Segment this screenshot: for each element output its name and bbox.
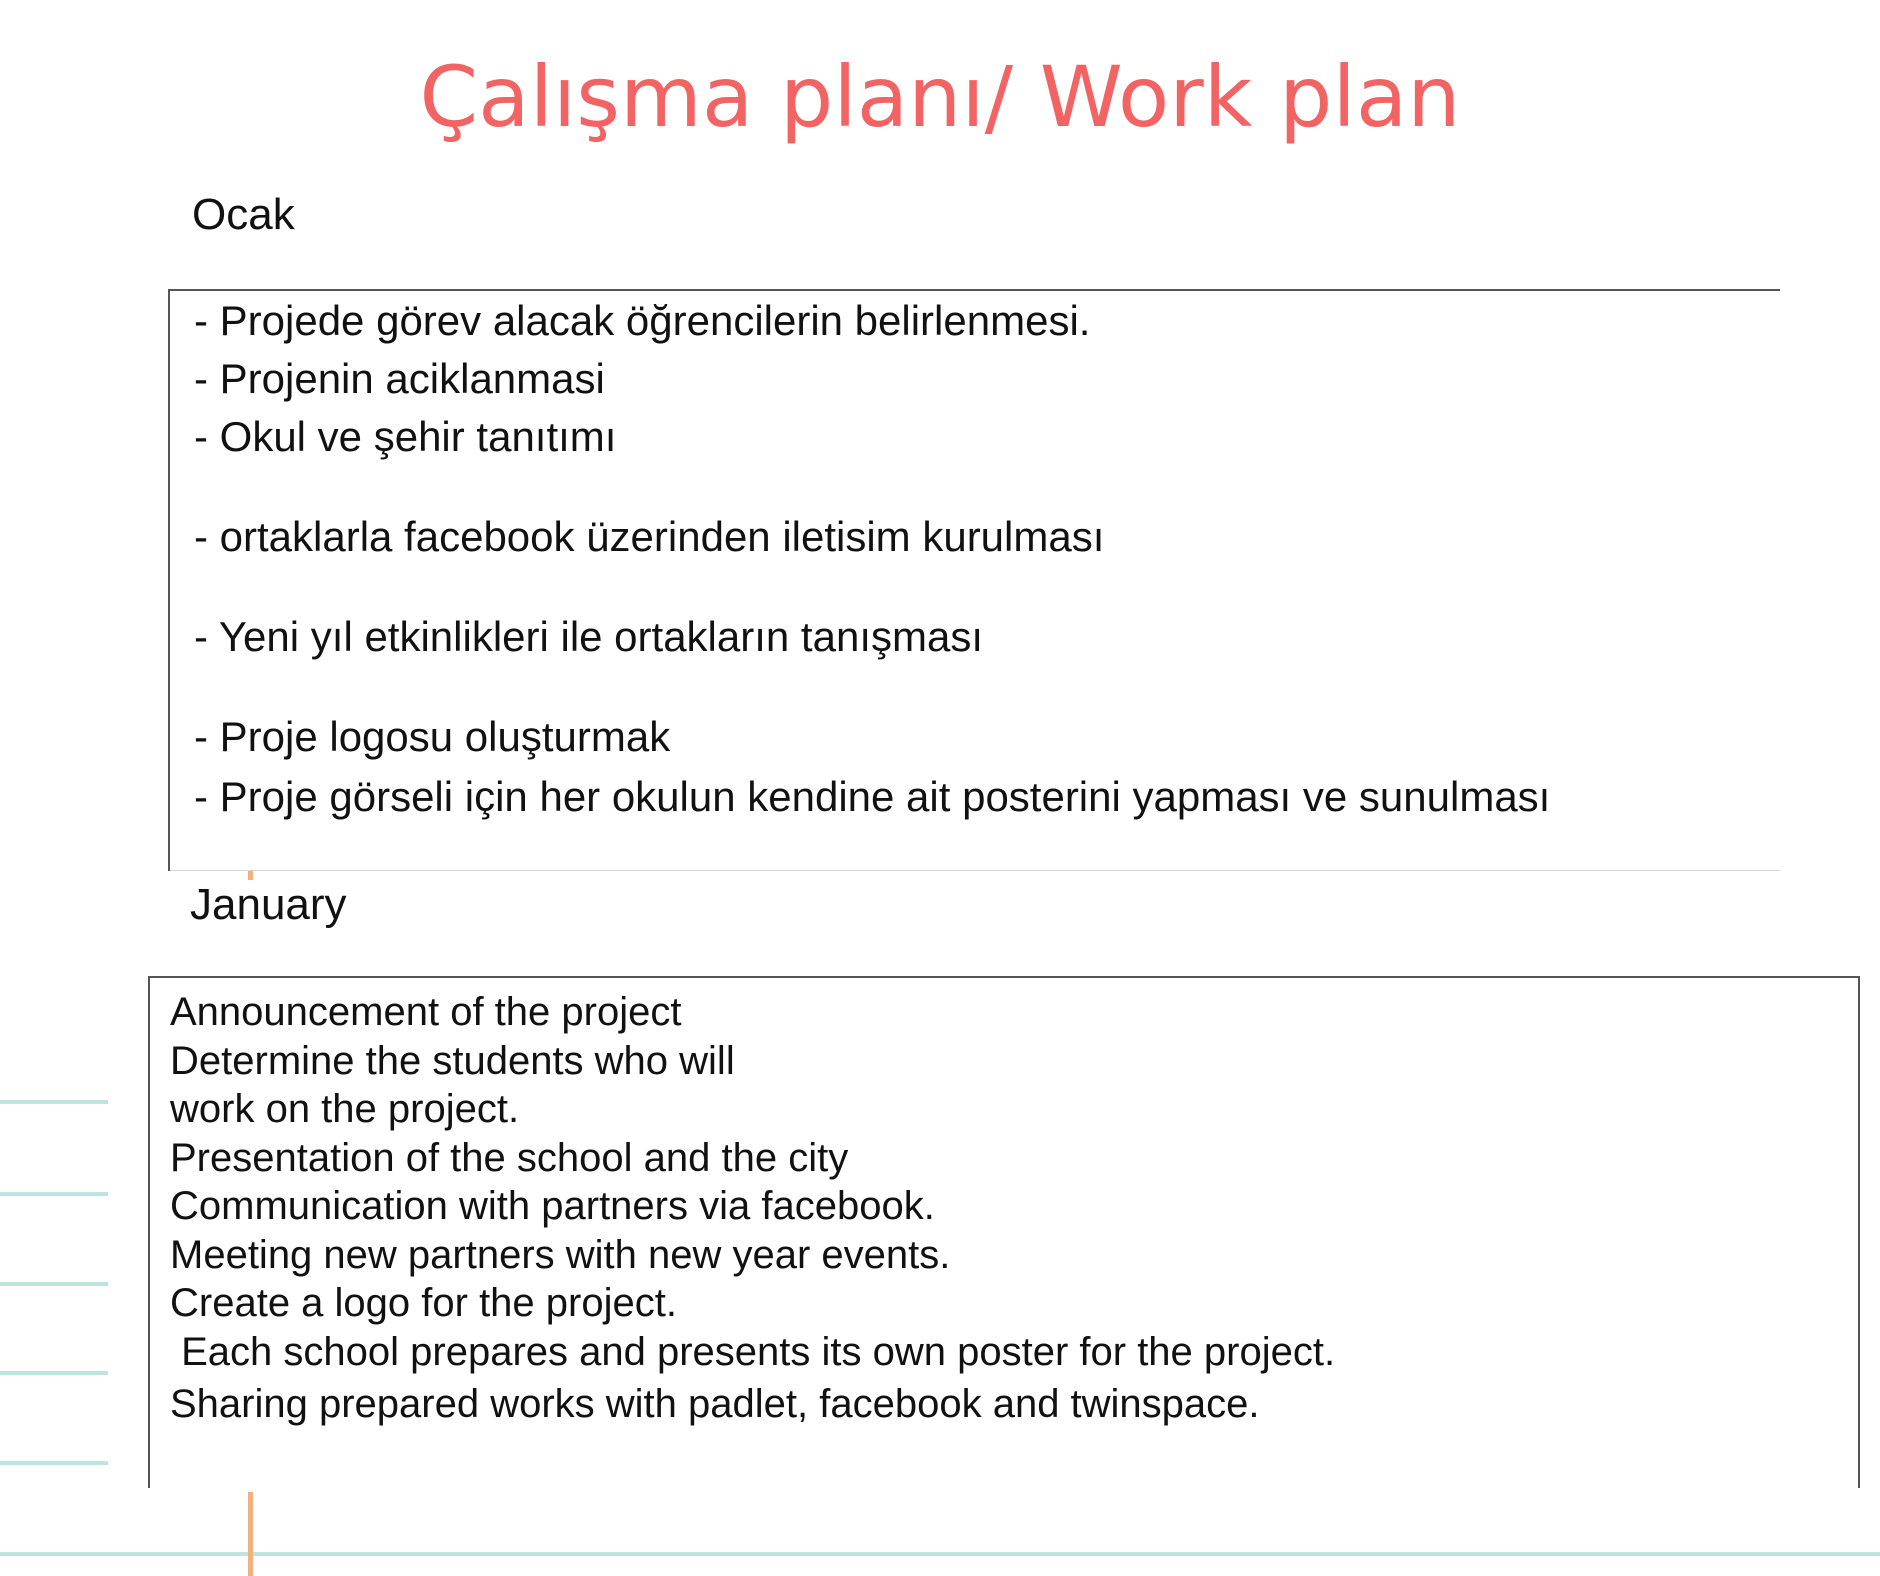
decorative-line bbox=[0, 1100, 108, 1104]
plan-item: Create a logo for the project. bbox=[170, 1281, 677, 1325]
plan-item: Each school prepares and presents its own poster for the project. bbox=[170, 1329, 1336, 1374]
plan-item: Meeting new partners with new year events. bbox=[170, 1232, 951, 1277]
plan-list-en bbox=[170, 988, 1335, 1429]
work-plan-box-en bbox=[148, 976, 1860, 1488]
plan-item: - Proje görseli için her okulun kendine ait posterini yapması ve sunulması bbox=[194, 773, 1551, 820]
work-plan-box-tr bbox=[168, 289, 1780, 871]
plan-item: - Proje logosu oluşturmak bbox=[194, 713, 671, 760]
decorative-line bbox=[0, 1282, 108, 1286]
plan-item: - Projenin aciklanmasi bbox=[194, 355, 605, 402]
plan-item: Announcement of the project bbox=[170, 990, 682, 1034]
plan-item: Sharing prepared works with padlet, facebook and twinspace. bbox=[170, 1382, 1260, 1426]
decorative-vertical-line bbox=[248, 1492, 253, 1576]
plan-item: - Projede görev alacak öğrencilerin belirlenmesi. bbox=[194, 297, 1091, 344]
box-bottom-edge bbox=[170, 870, 1780, 871]
decorative-line bbox=[0, 1371, 108, 1375]
page-title: Çalışma planı/ Work plan bbox=[419, 48, 1461, 146]
plan-item: - Yeni yıl etkinlikleri ile ortakların tanışması bbox=[194, 613, 983, 660]
decorative-line bbox=[0, 1461, 108, 1465]
plan-item: Presentation of the school and the city bbox=[170, 1135, 849, 1180]
month-heading-tr: Ocak bbox=[192, 190, 295, 239]
decorative-line bbox=[0, 1192, 108, 1196]
plan-item: - Okul ve şehir tanıtımı bbox=[194, 413, 617, 460]
plan-item: - ortaklarla facebook üzerinden iletisim kurulması bbox=[194, 513, 1105, 560]
month-heading-en: January bbox=[190, 880, 347, 929]
decorative-line bbox=[0, 1552, 1880, 1556]
plan-item: Determine the students who will bbox=[170, 1038, 735, 1083]
plan-item: work on the project. bbox=[170, 1087, 520, 1131]
plan-item: Communication with partners via facebook. bbox=[170, 1184, 935, 1228]
